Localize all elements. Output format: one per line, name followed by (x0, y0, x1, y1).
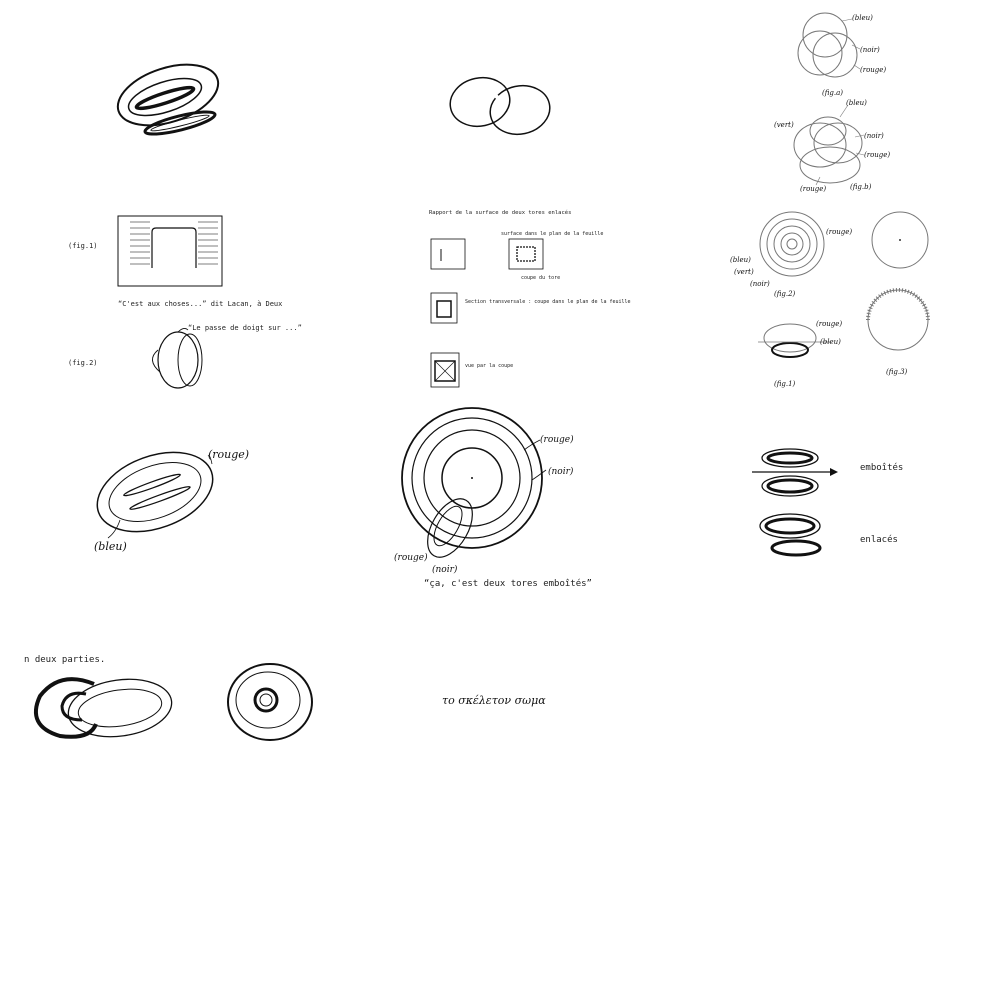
fig-b-label-vert: (vert) (774, 121, 794, 129)
emboites-caption: “ça, c'est deux tores emboîtés” (424, 579, 592, 589)
greek-inscription (440, 688, 580, 712)
linked-loops-figure (440, 70, 560, 140)
concentric-caption-left: (fig.2) (774, 290, 796, 298)
concentric-label-bleu: (bleu) (730, 256, 751, 264)
greek-text: το σκέλετον σωμα (442, 694, 546, 707)
scanned-figures (60, 210, 300, 400)
doc-note-3: Section transversale : coupe dans le plan de la feuille (465, 299, 631, 305)
linked-loops-drawing (440, 70, 560, 140)
doc-note-2: coupe du tore (521, 275, 561, 281)
concentric-label-bleu-2: (bleu) (820, 338, 841, 346)
concentric-label-vert: (vert) (734, 268, 754, 276)
label-emboites: emboîtés (860, 463, 904, 473)
fig-b-caption: (fig.b) (850, 183, 872, 191)
emboites-label-rouge-1: (rouge) (540, 435, 574, 445)
fig-b-label-bleu: (bleu) (846, 99, 867, 107)
torus-label-rouge: (rouge) (208, 448, 250, 461)
concentric-caption-right: (fig.3) (886, 368, 908, 376)
deux-parties-figure (20, 650, 320, 750)
nested-torus-drawing (110, 60, 240, 150)
linked-rings-drawing (774, 5, 900, 195)
concentric-figures-drawing (730, 210, 940, 390)
fig-a-caption: (fig.a) (822, 89, 844, 97)
emboites-label-noir-1: (noir) (548, 467, 574, 477)
nested-torus-figure (110, 60, 240, 150)
linked-rings-figures (774, 5, 900, 195)
concentric-label-rouge-2: (rouge) (816, 320, 843, 328)
concentric-caption-small: (fig.1) (774, 380, 796, 388)
deux-parties-caption: n deux parties. (24, 655, 106, 665)
fig-b-label-noir: (noir) (864, 132, 884, 140)
typed-document (425, 205, 631, 395)
fig-a-label-1: (bleu) (852, 14, 873, 22)
scanned-figures-drawing (60, 210, 300, 400)
concentric-label-noir: (noir) (750, 280, 770, 288)
fig-b-label-rouge: (rouge) (864, 151, 891, 159)
emboites-label-rouge-2: (rouge) (394, 553, 428, 563)
emboites-label-noir-2: (noir) (432, 565, 458, 575)
deux-parties-drawing (20, 650, 320, 750)
fig-a-label-2: (noir) (860, 46, 880, 54)
label-enlaces: enlacés (860, 535, 898, 545)
concentric-label-rouge: (rouge) (826, 228, 853, 236)
scan-fig2-caption: “Le passe de doigt sur ...” (188, 324, 302, 332)
scan-fig1-caption: “C'est aux choses...” dit Lacan, à Deux (118, 300, 283, 308)
torus-rouge-bleu (80, 440, 260, 560)
emboites-enlaces-drawing (750, 440, 950, 560)
scan-fig1-label: (fig.1) (68, 242, 98, 250)
emboites-enlaces-figure (750, 440, 950, 560)
emboites-concentric (390, 410, 620, 590)
doc-note-1: surface dans le plan de la feuille (501, 231, 604, 237)
fig-a-label-3: (rouge) (860, 66, 887, 74)
typed-document-drawing (425, 205, 631, 395)
scan-fig2-label: (fig.2) (68, 359, 98, 367)
greek-inscription-drawing (440, 688, 580, 712)
doc-heading: Rapport de la surface de deux tores enlacés (429, 210, 572, 216)
torus-label-bleu: (bleu) (94, 540, 127, 553)
concentric-figures (730, 210, 940, 390)
emboites-concentric-drawing (390, 410, 620, 590)
fig-b-label-bottom: (rouge) (800, 185, 827, 193)
torus-rouge-bleu-drawing (80, 440, 260, 560)
doc-note-4: vue par la coupe (465, 363, 514, 369)
